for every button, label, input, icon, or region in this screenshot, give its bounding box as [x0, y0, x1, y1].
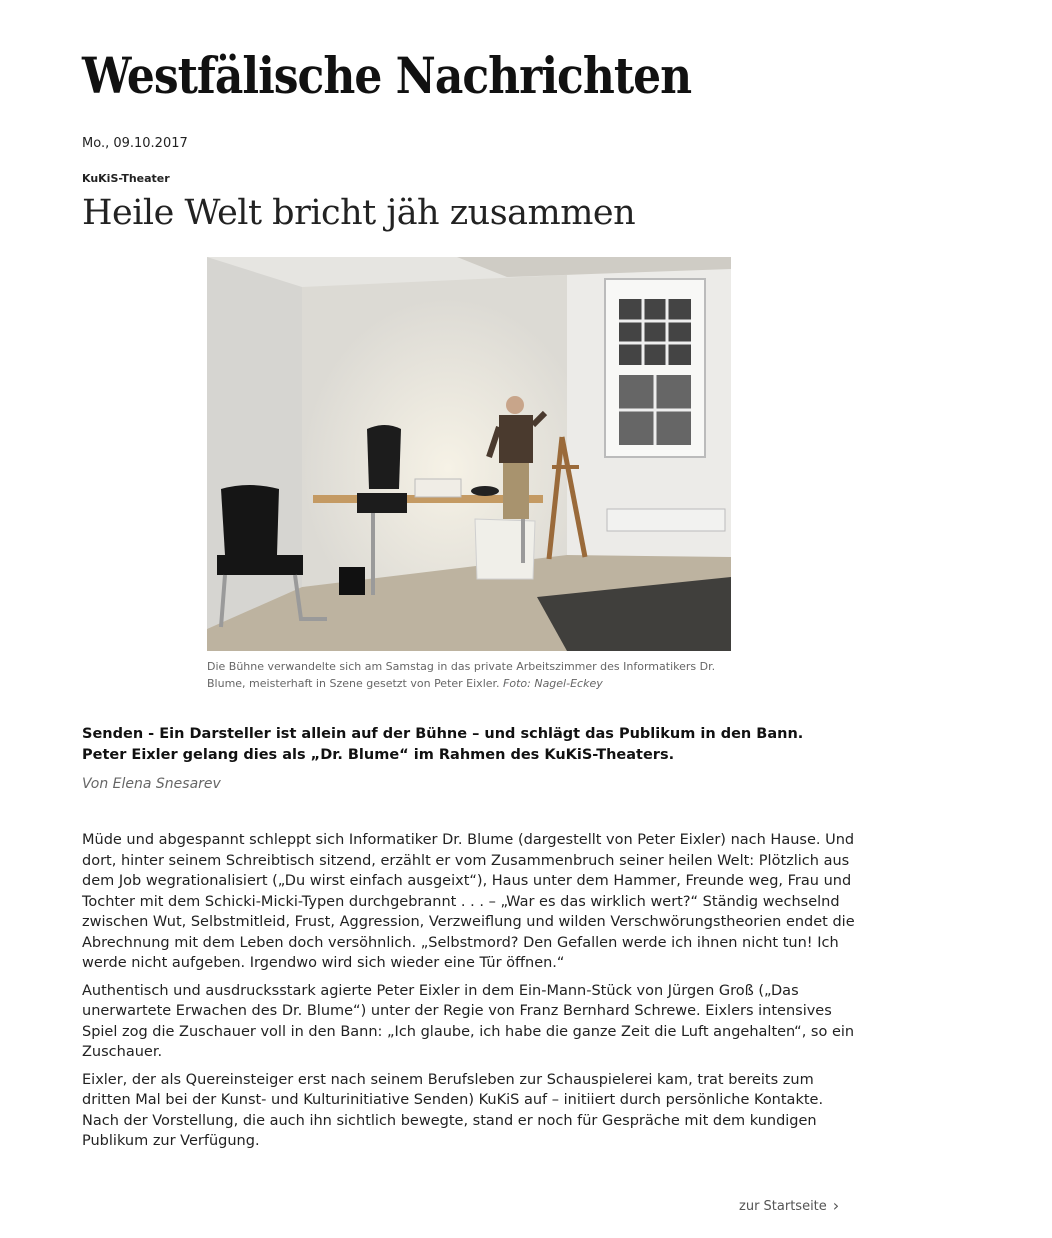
photo-caption-text: Die Bühne verwandelte sich am Samstag in das private Arbeitszimmer des Informatikers Dr. Blume, meisterhaft in Szene gesetzt von Peter Eixler. — [207, 660, 716, 690]
article-photo — [207, 257, 731, 651]
article-paragraph: Müde und abgespannt schleppt sich Informatiker Dr. Blume (dargestellt von Peter Eixler) nach Hause. Und dort, hinter seinem Schreibtisch sitzend, erzählt er vom Zusammenbruch seiner heilen Welt: Plötzlich aus dem Job wegrationalisiert („Du wirst einfach ausgeixt“), Haus unter dem Hammer, Freunde weg, Frau und Tochter mit dem Schicki-Micki-Typen durchgebrannt . . . – „War es das wirklich wert?“ Ständig wechselnd zwischen Wut, Selbstmitleid, Frust, Aggression, Verzweiflung und wilden Verschwörungstheorien endet die Abrechnung mit dem Leben doch versöhnlich. „Selbstmord? Den Gefallen werde ich ihnen nicht tun! Ich werde nicht aufgeben. Irgendwo wird sich wieder eine Tür öffnen.“ — [82, 832, 855, 971]
article-headline: Heile Welt bricht jäh zusammen — [82, 193, 636, 233]
article-kicker: KuKiS-Theater — [82, 172, 170, 185]
photo-caption — [207, 658, 742, 692]
photo-credit: Foto: Nagel-Eckey — [503, 677, 603, 690]
stage-photo-illustration — [207, 257, 731, 651]
back-to-home-label: zur Startseite — [739, 1198, 827, 1214]
article-body — [82, 830, 862, 1159]
newspaper-masthead: Westfälische Nachrichten — [82, 48, 692, 106]
article-author: Von Elena Snesarev — [82, 776, 221, 792]
chevron-right-icon: › — [832, 1196, 840, 1215]
article-date: Mo., 09.10.2017 — [82, 136, 188, 151]
back-to-home-link[interactable] — [739, 1198, 839, 1214]
article-paragraph: Authentisch und ausdrucksstark agierte Peter Eixler in dem Ein-Mann-Stück von Jürgen Groß („Das unerwartete Erwachen des Dr. Blume“) unter der Regie von Franz Bernhard Schrewe. Eixlers intensives Spiel zog die Zuschauer voll in den Bann: „Ich glaube, ich habe die ganze Zeit die Luft angehalten“, so ein Zuschauer. — [82, 982, 855, 1060]
article-paragraph: Eixler, der als Quereinsteiger erst nach seinem Berufsleben zur Schauspielerei kam, trat bereits zum dritten Mal bei der Kunst- und Kulturinitiative Senden) KuKiS auf – initiiert durch persönliche Kontakte. Nach der Vorstellung, die auch ihn sichtlich bewegte, stand er noch für Gespräche mit dem kundigen Publikum zur Verfügung. — [82, 1071, 824, 1149]
article-lead: Senden - Ein Darsteller ist allein auf der Bühne – und schlägt das Publikum in den Bann. Peter Eixler gelang dies als „Dr. Blume“ im Rahmen des KuKiS-Theaters. — [82, 726, 804, 763]
